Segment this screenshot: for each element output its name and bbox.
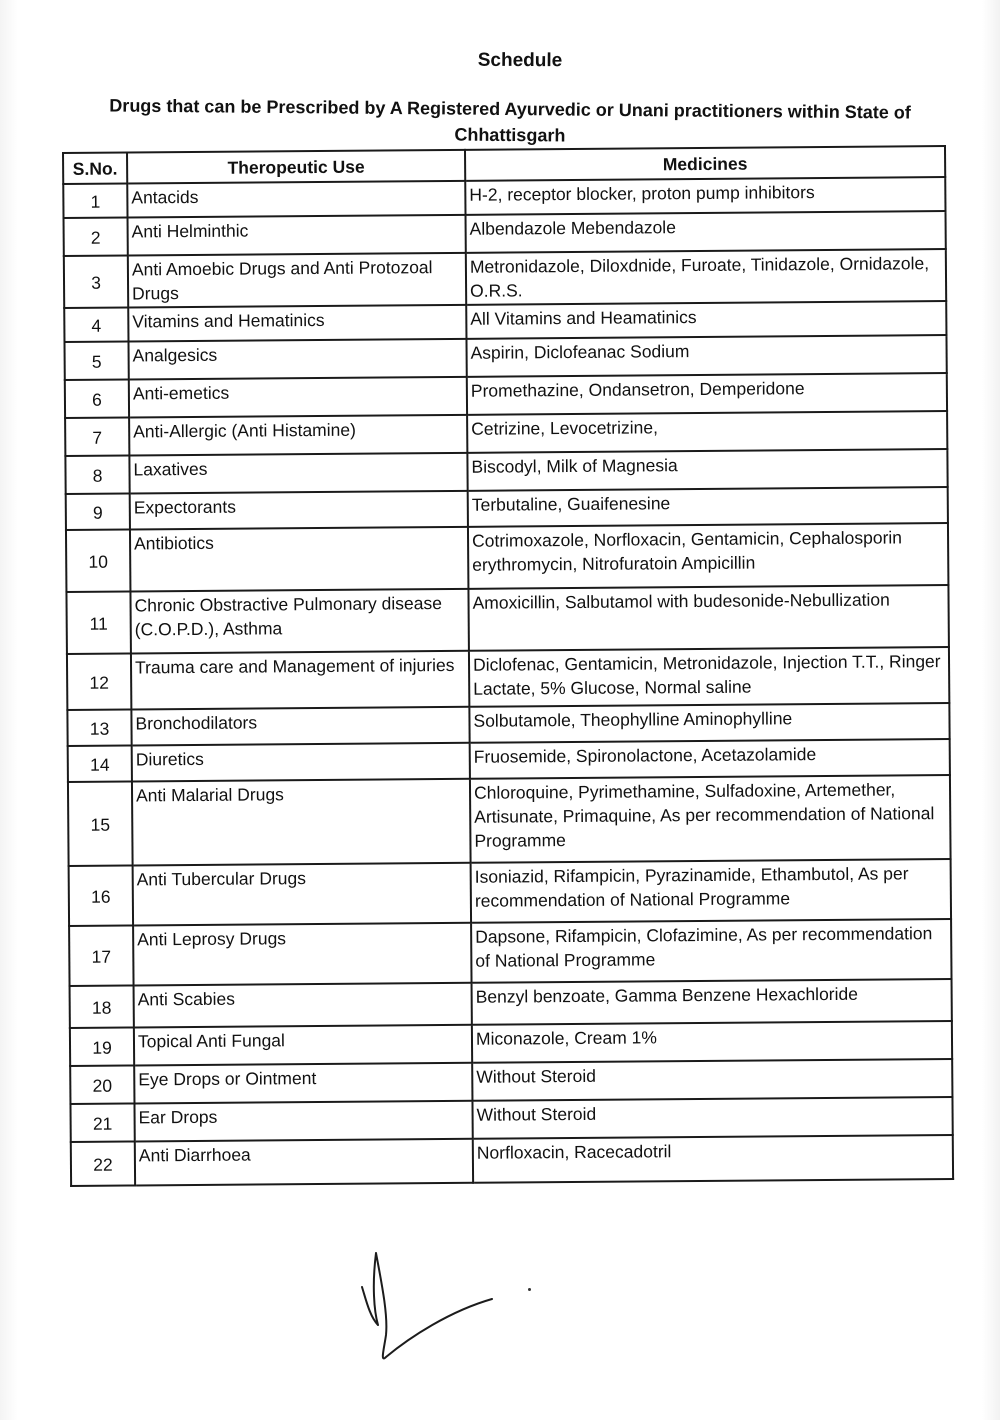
row-sno: 1 — [63, 183, 127, 218]
row-medicines: Dapsone, Rifampicin, Clofazimine, As per recommendation of National Programme — [471, 919, 951, 983]
row-use: Anti Leprosy Drugs — [133, 923, 471, 986]
header-therapeutic-use: Theropeutic Use — [127, 150, 465, 184]
row-use: Anti-emetics — [129, 377, 467, 418]
row-medicines: Fruosemide, Spironolactone, Acetazolamide — [470, 739, 950, 779]
row-sno: 4 — [64, 307, 128, 342]
row-sno: 14 — [68, 745, 132, 782]
row-medicines: Cotrimoxazole, Norfloxacin, Gentamicin, Cephalosporin erythromycin, Nitrofuratoin Ampicillin — [468, 523, 948, 589]
row-medicines: Solbutamole, Theophylline Aminophylline — [469, 703, 949, 743]
row-sno: 5 — [64, 341, 128, 380]
row-sno: 7 — [65, 417, 129, 456]
table-row — [70, 979, 952, 1028]
row-sno: 9 — [66, 493, 130, 530]
row-use: Topical Anti Fungal — [134, 1025, 472, 1066]
row-use: Diuretics — [132, 743, 470, 782]
row-sno: 16 — [69, 865, 133, 926]
row-sno: 15 — [68, 781, 133, 866]
row-use: Anti Diarrhoea — [135, 1139, 473, 1186]
row-medicines: Biscodyl, Milk of Magnesia — [467, 449, 947, 491]
row-medicines: H-2, receptor blocker, proton pump inhibitors — [465, 177, 945, 215]
row-sno: 21 — [70, 1103, 134, 1142]
row-sno: 6 — [65, 379, 129, 418]
row-use: Expectorants — [130, 491, 468, 530]
row-use: Vitamins and Hematinics — [128, 305, 466, 342]
row-use: Eye Drops or Ointment — [134, 1063, 472, 1104]
row-medicines: Cetrizine, Levocetrizine, — [467, 411, 947, 453]
row-medicines: Aspirin, Diclofeanac Sodium — [466, 335, 946, 377]
row-medicines: Terbutaline, Guaifenesine — [468, 487, 948, 527]
row-sno: 10 — [66, 529, 130, 592]
table-row — [64, 249, 946, 308]
row-medicines: Without Steroid — [472, 1097, 952, 1139]
table-row — [67, 647, 949, 710]
row-use: Laxatives — [129, 453, 467, 494]
row-sno: 3 — [64, 255, 128, 308]
document-heading: Schedule — [477, 49, 563, 72]
row-medicines: Albendazole Mebendazole — [466, 211, 946, 253]
row-sno: 19 — [70, 1027, 134, 1066]
row-medicines: Diclofenac, Gentamicin, Metronidazole, Injection T.T., Ringer Lactate, 5% Glucose, Normal saline — [469, 647, 949, 707]
handwritten-signature-icon — [350, 1245, 510, 1365]
row-medicines: Amoxicillin, Salbutamol with budesonide-Nebullization — [468, 585, 948, 651]
row-use: Anti Helminthic — [128, 215, 466, 256]
row-use: Antacids — [127, 181, 465, 218]
row-use: Chronic Obstractive Pulmonary disease (C.O.P.D.), Asthma — [130, 589, 468, 654]
row-medicines: Without Steroid — [472, 1059, 952, 1101]
header-sno: S.No. — [63, 152, 127, 184]
row-use: Ear Drops — [134, 1101, 472, 1142]
schedule-table-wrapper — [62, 145, 952, 1187]
row-medicines: Benzyl benzoate, Gamma Benzene Hexachloride — [472, 979, 952, 1025]
row-use: Anti Amoebic Drugs and Anti Protozoal Drugs — [128, 253, 466, 308]
row-sno: 13 — [67, 709, 131, 746]
row-sno: 2 — [64, 217, 128, 256]
row-medicines: Norfloxacin, Racecadotril — [473, 1135, 953, 1183]
schedule-table — [62, 145, 954, 1187]
row-sno: 11 — [66, 591, 130, 654]
row-use: Anti-Allergic (Anti Histamine) — [129, 415, 467, 456]
ink-speck — [528, 1288, 531, 1291]
table-row — [71, 1135, 953, 1186]
row-use: Anti Tubercular Drugs — [133, 863, 471, 926]
table-row — [69, 919, 951, 986]
table-row — [66, 523, 948, 592]
document-subheading: Drugs that can be Prescribed by A Registered Ayurvedic or Unani practitioners within State of Chhattisgarh — [109, 95, 911, 146]
row-sno: 18 — [70, 985, 134, 1028]
row-medicines: Metronidazole, Diloxdnide, Furoate, Tinidazole, Ornidazole, O.R.S. — [466, 249, 946, 305]
row-use: Anti Malarial Drugs — [132, 779, 471, 866]
row-use: Antibiotics — [130, 527, 468, 592]
header-medicines: Medicines — [465, 146, 945, 181]
row-use: Trauma care and Management of injuries — [131, 651, 469, 710]
row-medicines: Miconazole, Cream 1% — [472, 1021, 952, 1063]
row-medicines: All Vitamins and Heamatinics — [466, 301, 946, 339]
row-medicines: Chloroquine, Pyrimethamine, Sulfadoxine, Artemether, Artisunate, Primaquine, As per recommendation of National Programme — [470, 775, 951, 863]
table-row — [68, 775, 951, 866]
table-row — [69, 859, 951, 926]
row-sno: 17 — [69, 925, 133, 986]
row-use: Anti Scabies — [134, 983, 472, 1028]
row-sno: 22 — [71, 1141, 135, 1186]
row-sno: 12 — [67, 653, 131, 710]
row-use: Bronchodilators — [131, 707, 469, 746]
row-medicines: Promethazine, Ondansetron, Demperidone — [467, 373, 947, 415]
row-medicines: Isoniazid, Rifampicin, Pyrazinamide, Ethambutol, As per recommendation of National Programme — [471, 859, 951, 923]
row-sno: 8 — [65, 455, 129, 494]
table-row — [66, 585, 948, 654]
row-sno: 20 — [70, 1065, 134, 1104]
row-use: Analgesics — [128, 339, 466, 380]
